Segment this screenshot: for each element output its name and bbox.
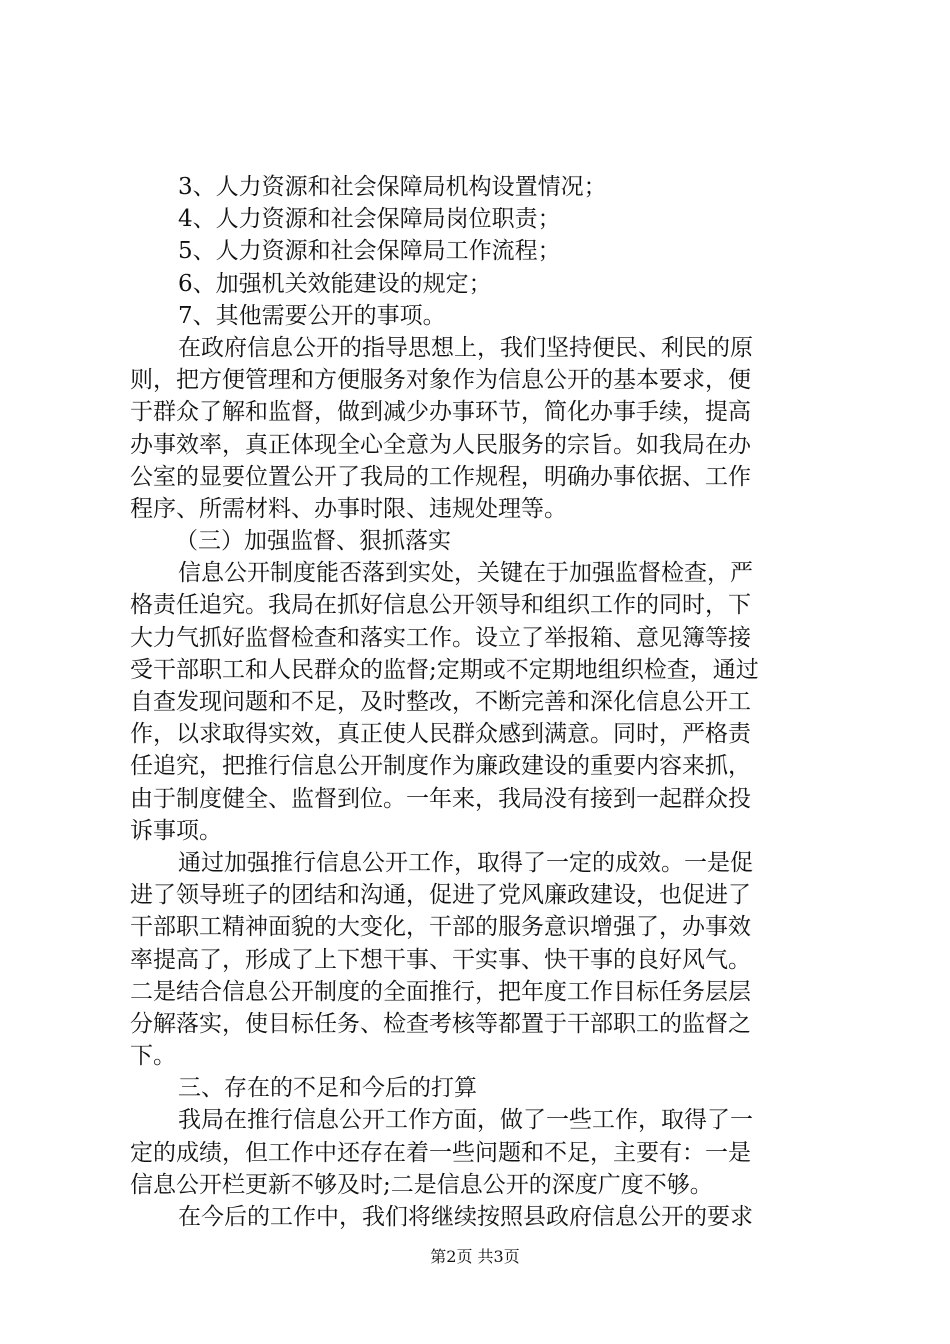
section-heading: （三）加强监督、狠抓落实 xyxy=(175,528,451,555)
list-item: 5、人力资源和社会保障局工作流程； xyxy=(178,238,561,265)
list-item: 7、其他需要公开的事项。 xyxy=(178,302,446,329)
paragraph-line: 程序、所需材料、办事时限、违规处理等。 xyxy=(130,495,567,522)
paragraph-line: 信息公开栏更新不够及时;二是信息公开的深度广度不够。 xyxy=(130,1171,713,1198)
list-item: 6、加强机关效能建设的规定； xyxy=(178,270,492,297)
paragraph-line: 通过加强推行信息公开工作，取得了一定的成效。一是促 xyxy=(178,849,753,876)
paragraph-line: 格责任追究。我局在抓好信息公开领导和组织工作的同时，下 xyxy=(130,592,751,619)
paragraph-line: 干部职工精神面貌的大变化，干部的服务意识增强了，办事效 xyxy=(130,914,751,941)
paragraph-line: 受干部职工和人民群众的监督;定期或不定期地组织检查，通过 xyxy=(130,656,759,683)
paragraph-line: 率提高了，形成了上下想干事、干实事、快干事的良好风气。 xyxy=(130,946,751,973)
list-item: 3、人力资源和社会保障局机构设置情况； xyxy=(178,174,607,200)
paragraph-line: 分解落实，使目标任务、检查考核等都置于干部职工的监督之 xyxy=(130,1010,751,1037)
paragraph-line: 在政府信息公开的指导思想上，我们坚持便民、利民的原 xyxy=(178,334,753,361)
paragraph-line: 任追究，把推行信息公开制度作为廉政建设的重要内容来抓， xyxy=(130,753,751,780)
page-footer: 第2页 共3页 xyxy=(430,1247,520,1266)
section-heading: 三、存在的不足和今后的打算 xyxy=(178,1075,477,1102)
paragraph-line: 定的成绩，但工作中还存在着一些问题和不足，主要有：一是 xyxy=(130,1139,751,1166)
paragraph-line: 办事效率，真正体现全心全意为人民服务的宗旨。如我局在办 xyxy=(130,431,751,458)
paragraph-line: 由于制度健全、监督到位。一年来，我局没有接到一起群众投 xyxy=(130,785,751,812)
paragraph-line: 于群众了解和监督，做到减少办事环节，简化办事手续，提高 xyxy=(130,399,751,426)
body-text xyxy=(130,171,835,1233)
paragraph-line: 自查发现问题和不足，及时整改，不断完善和深化信息公开工 xyxy=(130,689,751,715)
paragraph-line: 二是结合信息公开制度的全面推行，把年度工作目标任务层层 xyxy=(130,978,751,1005)
paragraph-line: 作，以求取得实效，真正使人民群众感到满意。同时，严格责 xyxy=(130,721,751,748)
paragraph-line: 则，把方便管理和方便服务对象作为信息公开的基本要求，便 xyxy=(130,367,751,394)
paragraph-line: 我局在推行信息公开工作方面，做了一些工作，取得了一 xyxy=(178,1107,753,1134)
paragraph-line: 诉事项。 xyxy=(130,817,222,844)
paragraph-line: 进了领导班子的团结和沟通，促进了党风廉政建设，也促进了 xyxy=(130,882,751,909)
paragraph-line: 大力气抓好监督检查和落实工作。设立了举报箱、意见簿等接 xyxy=(130,624,751,651)
paragraph-line: 信息公开制度能否落到实处，关键在于加强监督检查，严 xyxy=(178,560,753,587)
paragraph-line: 下。 xyxy=(130,1043,176,1070)
paragraph-line: 公室的显要位置公开了我局的工作规程，明确办事依据、工作 xyxy=(130,463,751,490)
list-item: 4、人力资源和社会保障局岗位职责； xyxy=(178,206,561,233)
paragraph-line: 在今后的工作中，我们将继续按照县政府信息公开的要求 xyxy=(178,1204,753,1230)
